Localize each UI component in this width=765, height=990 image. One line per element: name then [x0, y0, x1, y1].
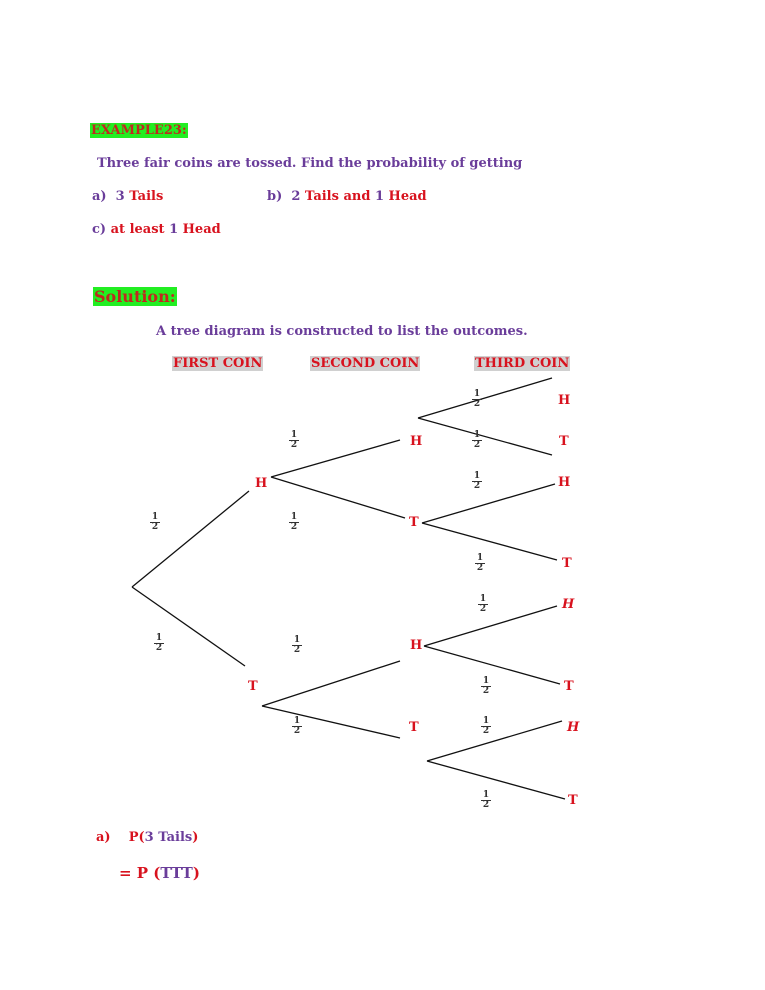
part-a: a) 3 Tails — [92, 189, 164, 204]
column-third-coin: THIRD COIN — [475, 356, 570, 371]
node-third-hht: T — [559, 434, 569, 449]
answer-a: a) P(3 Tails) — [96, 830, 199, 845]
answer-a-equation: = P (TTT) — [119, 864, 200, 882]
prob-ht-t: $\frac{1}{2}$ — [476, 553, 484, 573]
prob-t-t: $\frac{1}{2}$ — [293, 716, 301, 736]
solution-intro: A tree diagram is constructed to list the outcomes. — [156, 324, 528, 339]
part-b: b) 2 Tails and 1 Head — [267, 189, 427, 204]
part-c: c) at least 1 Head — [92, 222, 221, 237]
node-second-t1: T — [409, 515, 419, 530]
example-title: EXAMPLE23: — [91, 123, 187, 138]
node-third-tht: T — [564, 679, 574, 694]
column-first-coin: FIRST COIN — [173, 356, 263, 371]
prob-tt-h: $\frac{1}{2}$ — [482, 716, 490, 736]
node-second-h1: H — [410, 434, 423, 449]
prob-t-h: $\frac{1}{2}$ — [293, 635, 301, 655]
prob-h-h: $\frac{1}{2}$ — [290, 430, 298, 450]
node-second-t2: T — [409, 720, 419, 735]
node-third-ttt: T — [568, 793, 578, 808]
solution-heading: Solution: — [94, 287, 176, 306]
prob-tt-t: $\frac{1}{2}$ — [482, 790, 490, 810]
column-second-coin: SECOND COIN — [311, 356, 420, 371]
prob-th-t: $\frac{1}{2}$ — [482, 676, 490, 696]
prob-root-t: $\frac{1}{2}$ — [155, 633, 163, 653]
prob-ht-h: $\frac{1}{2}$ — [473, 471, 481, 491]
node-third-hth: H — [558, 475, 571, 490]
node-second-h2: H — [410, 638, 423, 653]
prob-th-h: $\frac{1}{2}$ — [479, 594, 487, 614]
node-first-h: H — [255, 476, 268, 491]
node-third-thh: H — [562, 597, 575, 612]
question-text: Three fair coins are tossed. Find the probability of getting — [97, 156, 523, 171]
prob-hh-h: $\frac{1}{2}$ — [473, 389, 481, 409]
prob-root-h: $\frac{1}{2}$ — [151, 512, 159, 532]
node-third-htt: T — [562, 556, 572, 571]
prob-hh-t: $\frac{1}{2}$ — [473, 430, 481, 450]
prob-h-t: $\frac{1}{2}$ — [290, 512, 298, 532]
node-third-hhh: H — [558, 393, 571, 408]
node-third-tth: H — [567, 720, 580, 735]
node-first-t: T — [248, 679, 258, 694]
